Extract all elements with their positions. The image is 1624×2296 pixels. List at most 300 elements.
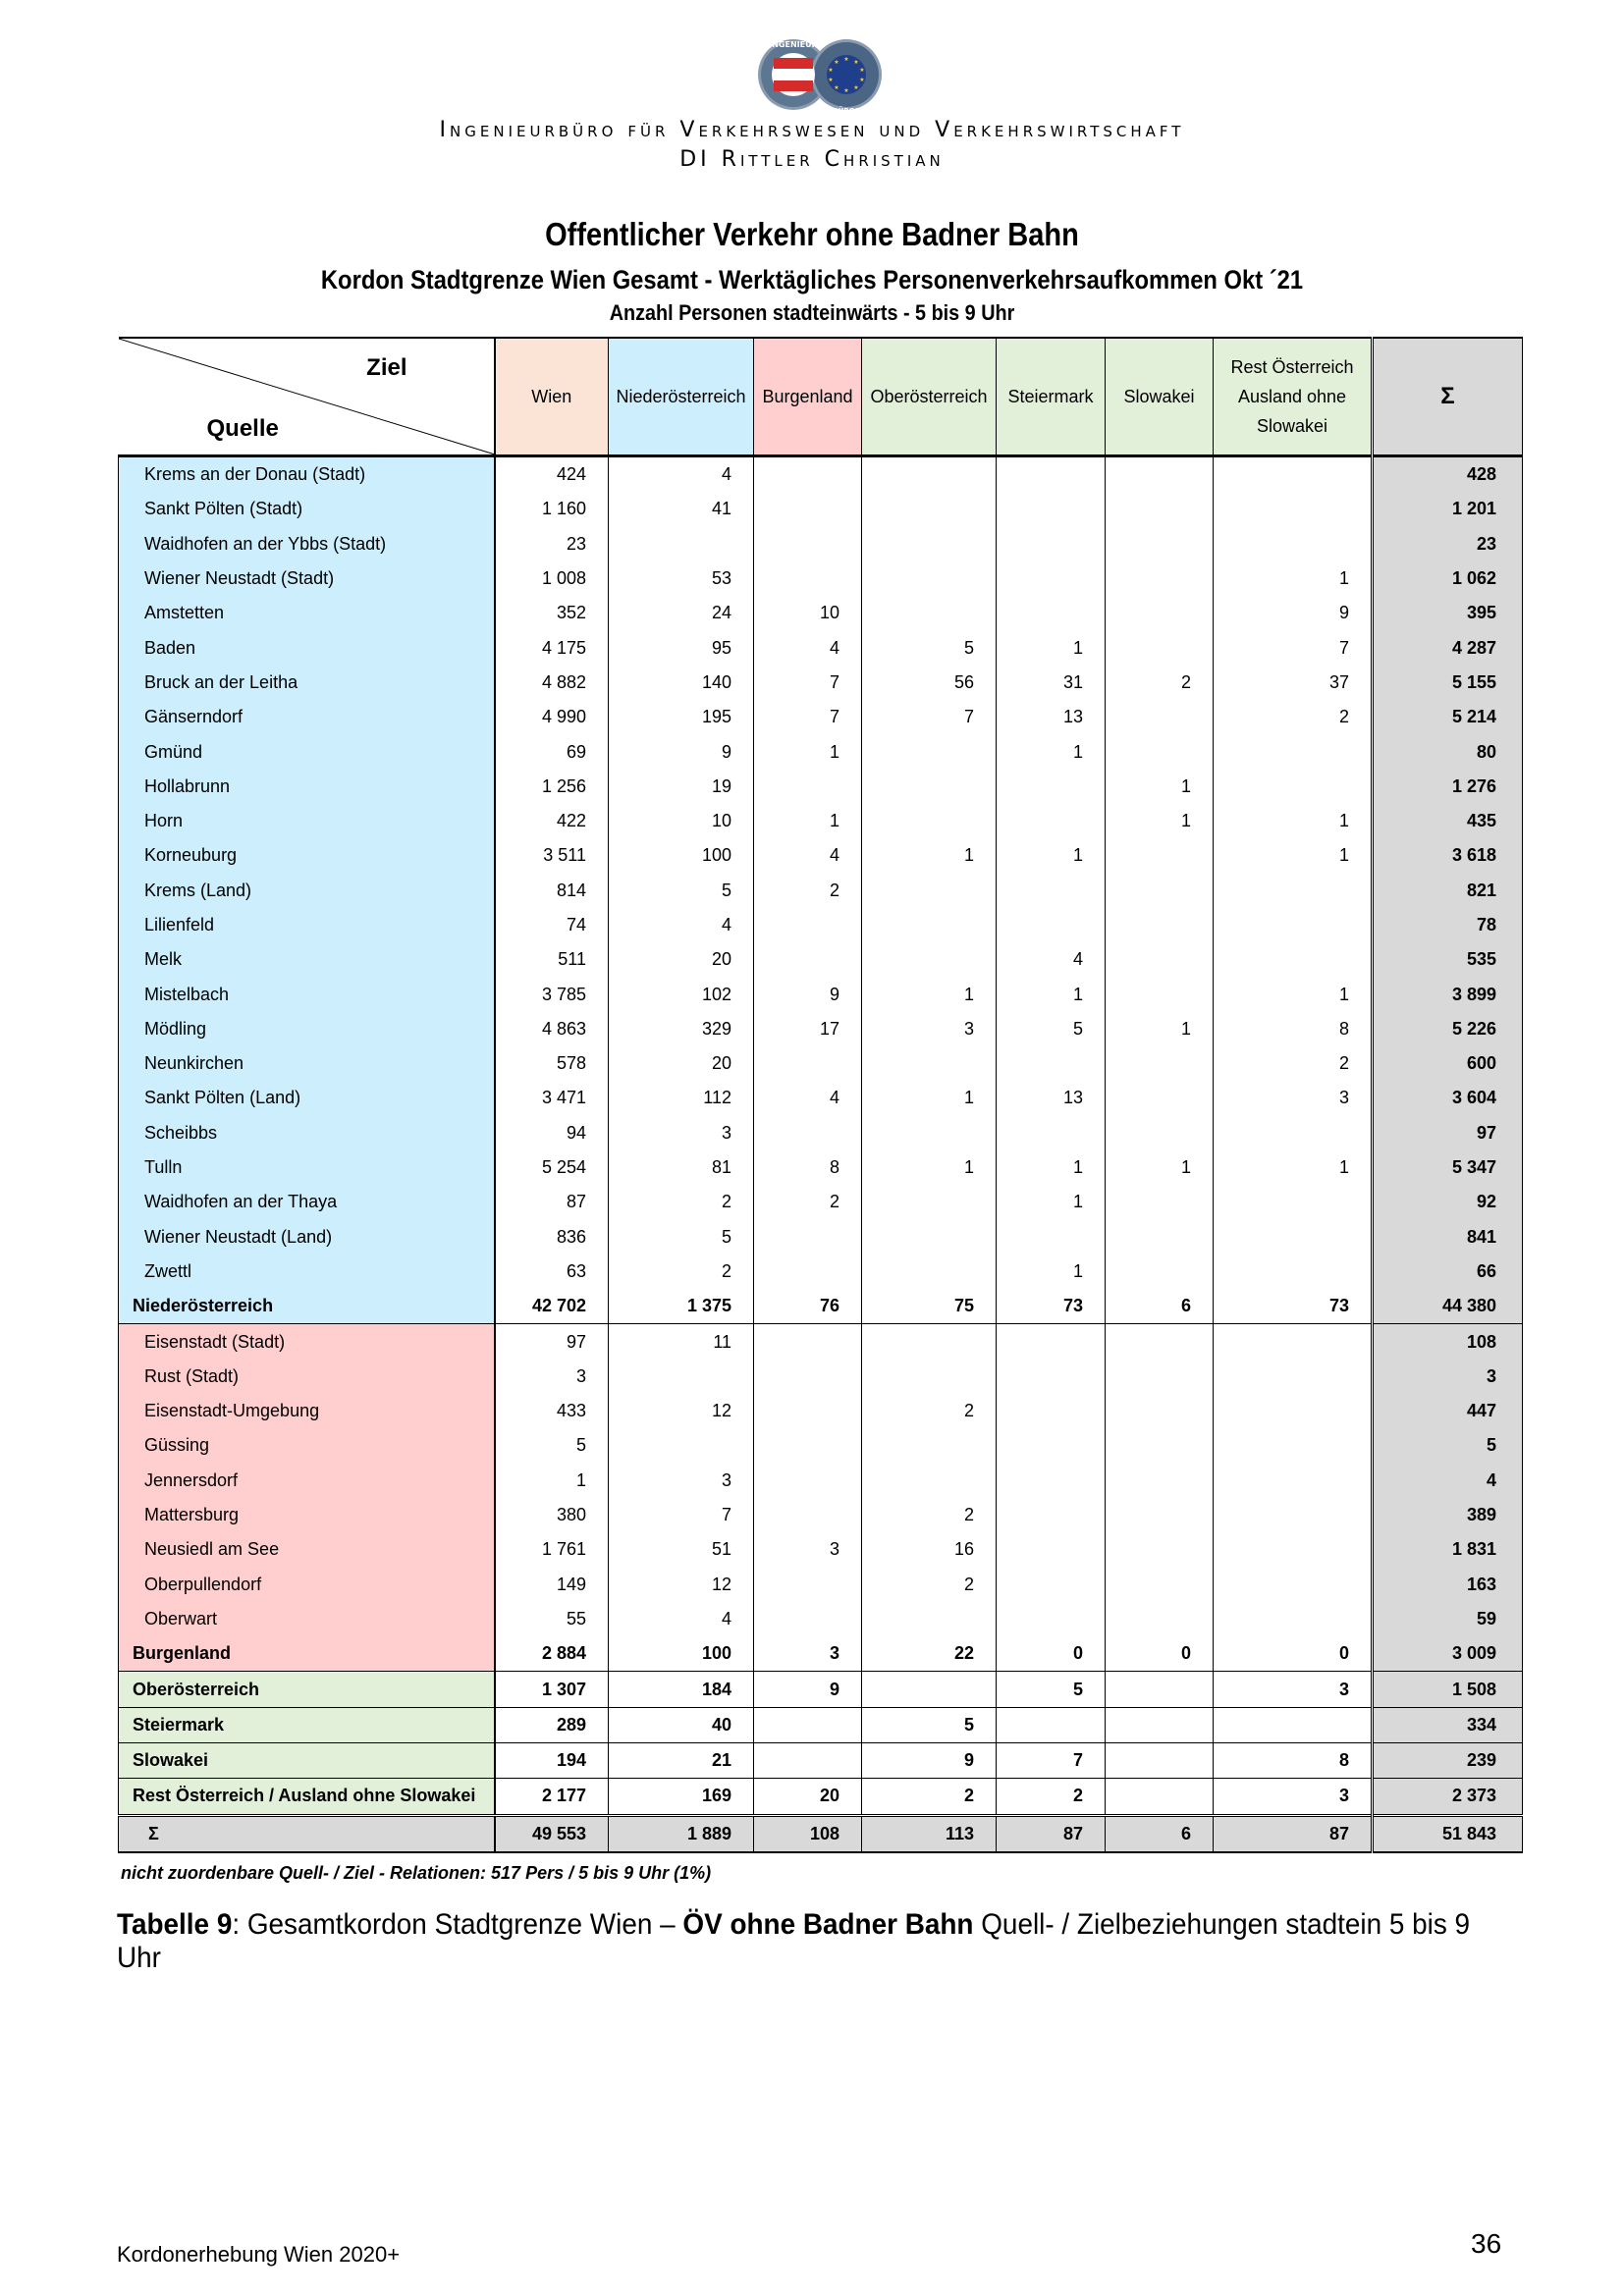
table-cell	[997, 527, 1106, 561]
row-sum-cell: 5 226	[1373, 1012, 1523, 1046]
table-cell: 9	[754, 977, 862, 1011]
table-cell	[862, 804, 997, 838]
table-cell: 81	[609, 1150, 754, 1185]
table-cell: 20	[609, 1046, 754, 1081]
table-cell	[997, 804, 1106, 838]
table-cell	[1106, 1220, 1214, 1255]
table-cell	[1106, 1742, 1214, 1778]
row-label: Zwettl	[119, 1255, 495, 1289]
table-cell	[754, 1394, 862, 1428]
row-sum-cell: 428	[1373, 456, 1523, 493]
row-label: Eisenstadt (Stadt)	[119, 1324, 495, 1360]
table-cell: 1 256	[495, 770, 609, 804]
row-label: Sankt Pölten (Stadt)	[119, 492, 495, 526]
table-cell	[754, 456, 862, 493]
column-header: Slowakei	[1106, 338, 1214, 456]
table-cell: 13	[997, 1081, 1106, 1115]
table-cell	[1106, 1568, 1214, 1602]
firm-owner: DI Rittler Christian	[679, 147, 945, 172]
table-cell: 22	[862, 1636, 997, 1672]
table-cell: 12	[609, 1394, 754, 1428]
company-logo	[746, 35, 893, 118]
table-row	[119, 1568, 1523, 1602]
table-cell: 194	[495, 1742, 609, 1778]
table-cell: 578	[495, 1046, 609, 1081]
table-cell: 3	[495, 1360, 609, 1394]
caption-label: Tabelle 9	[117, 1908, 233, 1941]
table-row	[119, 1602, 1523, 1636]
table-cell	[862, 1185, 997, 1219]
table-cell	[754, 1498, 862, 1532]
table-row	[119, 1394, 1523, 1428]
table-cell	[862, 1255, 997, 1289]
table-cell	[997, 1498, 1106, 1532]
table-row	[119, 1150, 1523, 1185]
table-cell	[997, 1428, 1106, 1463]
table-cell: 4	[754, 630, 862, 665]
table-cell: 4	[997, 942, 1106, 977]
table-cell: 51	[609, 1532, 754, 1567]
table-cell: 42 702	[495, 1289, 609, 1324]
row-sum-cell: 3	[1373, 1360, 1523, 1394]
table-cell: 2	[997, 1779, 1106, 1815]
table-cell	[1106, 1707, 1214, 1742]
table-cell: 7	[754, 666, 862, 700]
table-cell	[862, 942, 997, 977]
table-cell: 433	[495, 1394, 609, 1428]
table-cell	[1106, 1498, 1214, 1532]
table-cell: 3 511	[495, 838, 609, 873]
table-cell: 13	[997, 700, 1106, 734]
table-cell: 352	[495, 596, 609, 630]
row-label: Güssing	[119, 1428, 495, 1463]
table-cell: 100	[609, 1636, 754, 1672]
row-sum-cell: 535	[1373, 942, 1523, 977]
table-cell	[754, 770, 862, 804]
row-sum-cell: 5 347	[1373, 1150, 1523, 1185]
table-cell: 1	[495, 1464, 609, 1498]
table-cell: 1	[1214, 838, 1373, 873]
table-cell	[1214, 1255, 1373, 1289]
table-cell: 0	[997, 1636, 1106, 1672]
ziel-label: Ziel	[366, 354, 407, 381]
table-cell	[1106, 1081, 1214, 1115]
table-cell: 7	[997, 1742, 1106, 1778]
table-cell	[862, 596, 997, 630]
table-row	[119, 492, 1523, 526]
row-label: Wiener Neustadt (Land)	[119, 1220, 495, 1255]
table-cell	[754, 1360, 862, 1394]
row-sum-cell: 59	[1373, 1602, 1523, 1636]
row-label: Oberpullendorf	[119, 1568, 495, 1602]
table-cell	[862, 1324, 997, 1360]
table-cell: 2	[1106, 666, 1214, 700]
table-row	[119, 1046, 1523, 1081]
table-cell: 10	[754, 596, 862, 630]
table-cell	[862, 1220, 997, 1255]
column-header: Oberösterreich	[862, 338, 997, 456]
table-cell	[1214, 527, 1373, 561]
table-cell: 21	[609, 1742, 754, 1778]
row-sum-cell: 5 155	[1373, 666, 1523, 700]
row-label: Eisenstadt-Umgebung	[119, 1394, 495, 1428]
row-sum-cell: 1 201	[1373, 492, 1523, 526]
table-cell: 1	[1214, 977, 1373, 1011]
table-cell: 3	[1214, 1081, 1373, 1115]
table-cell: 380	[495, 1498, 609, 1532]
table-cell: 4 175	[495, 630, 609, 665]
table-cell: 2	[754, 874, 862, 908]
table-row	[119, 1464, 1523, 1498]
table-row	[119, 1636, 1523, 1672]
table-cell: 73	[1214, 1289, 1373, 1324]
table-cell: 7	[754, 700, 862, 734]
table-cell: 9	[609, 734, 754, 769]
table-cell: 20	[609, 942, 754, 977]
row-label: Horn	[119, 804, 495, 838]
table-cell	[1106, 1779, 1214, 1815]
row-label: Slowakei	[119, 1742, 495, 1778]
table-cell: 3	[754, 1636, 862, 1672]
table-cell: 53	[609, 561, 754, 596]
row-sum-cell: 435	[1373, 804, 1523, 838]
table-cell: 1	[1106, 770, 1214, 804]
table-cell: 87	[495, 1185, 609, 1219]
table-row	[119, 942, 1523, 977]
table-cell	[754, 1255, 862, 1289]
table-cell: 74	[495, 908, 609, 942]
table-cell	[1214, 1116, 1373, 1150]
table-row	[119, 804, 1523, 838]
row-label: Σ	[119, 1815, 495, 1852]
table-cell: 2	[862, 1779, 997, 1815]
row-sum-cell: 2 373	[1373, 1779, 1523, 1815]
table-cell: 6	[1106, 1289, 1214, 1324]
table-cell	[1106, 630, 1214, 665]
table-cell: 4	[609, 456, 754, 493]
row-sum-cell: 108	[1373, 1324, 1523, 1360]
table-cell: 1	[1106, 804, 1214, 838]
row-sum-cell: 51 843	[1373, 1815, 1523, 1852]
table-cell	[754, 1428, 862, 1463]
table-cell	[754, 1220, 862, 1255]
table-row	[119, 977, 1523, 1011]
table-cell: 9	[862, 1742, 997, 1778]
footer-text: Kordonerhebung Wien 2020+	[117, 2242, 401, 2267]
table-row	[119, 630, 1523, 665]
table-cell	[1106, 1464, 1214, 1498]
table-cell	[1214, 1360, 1373, 1394]
column-header: Steiermark	[997, 338, 1106, 456]
table-cell	[1214, 1394, 1373, 1428]
table-row	[119, 1081, 1523, 1115]
table-cell: 97	[495, 1324, 609, 1360]
table-cell: 0	[1214, 1636, 1373, 1672]
footnote: nicht zuordenbare Quell- / Ziel - Relationen: 517 Pers / 5 bis 9 Uhr (1%)	[121, 1863, 712, 1883]
table-cell	[1214, 1220, 1373, 1255]
table-cell	[1106, 596, 1214, 630]
row-sum-cell: 1 062	[1373, 561, 1523, 596]
table-cell	[1106, 734, 1214, 769]
table-cell	[997, 874, 1106, 908]
table-cell: 2	[1214, 1046, 1373, 1081]
caption-text: : Gesamtkordon Stadtgrenze Wien –	[232, 1908, 683, 1941]
table-cell: 1	[1214, 561, 1373, 596]
table-cell: 3 785	[495, 977, 609, 1011]
table-cell: 4	[609, 1602, 754, 1636]
row-sum-cell: 1 508	[1373, 1672, 1523, 1707]
row-label: Scheibbs	[119, 1116, 495, 1150]
table-cell: 2	[754, 1185, 862, 1219]
row-sum-cell: 5 214	[1373, 700, 1523, 734]
table-cell	[754, 1464, 862, 1498]
table-cell: 24	[609, 596, 754, 630]
table-cell	[1106, 1532, 1214, 1567]
table-cell: 1	[1106, 1012, 1214, 1046]
table-cell: 9	[754, 1672, 862, 1707]
quelle-label: Quelle	[206, 415, 279, 442]
table-cell: 108	[754, 1815, 862, 1852]
row-sum-cell: 92	[1373, 1185, 1523, 1219]
svg-text:★: ★	[834, 84, 839, 91]
table-cell: 5	[609, 874, 754, 908]
row-label: Lilienfeld	[119, 908, 495, 942]
table-cell: 2	[862, 1498, 997, 1532]
table-cell: 4	[754, 1081, 862, 1115]
table-cell	[609, 527, 754, 561]
table-row	[119, 838, 1523, 873]
table-cell: 40	[609, 1707, 754, 1742]
table-row	[119, 1707, 1523, 1742]
row-label: Mattersburg	[119, 1498, 495, 1532]
table-cell	[997, 1532, 1106, 1567]
table-cell	[862, 1360, 997, 1394]
table-caption	[117, 1908, 1519, 1975]
table-cell: 5	[862, 1707, 997, 1742]
table-cell	[862, 874, 997, 908]
table-row	[119, 874, 1523, 908]
table-cell	[609, 1428, 754, 1463]
table-row	[119, 1498, 1523, 1532]
caption-bold: ÖV ohne Badner Bahn	[682, 1908, 974, 1941]
table-cell: 37	[1214, 666, 1373, 700]
table-cell: 87	[997, 1815, 1106, 1852]
table-cell: 1 160	[495, 492, 609, 526]
table-cell: 1	[862, 1081, 997, 1115]
table-cell	[1106, 977, 1214, 1011]
table-cell	[1214, 908, 1373, 942]
table-cell: 12	[609, 1568, 754, 1602]
row-sum-cell: 163	[1373, 1568, 1523, 1602]
corner-cell	[119, 338, 495, 456]
row-sum-cell: 97	[1373, 1116, 1523, 1150]
od-matrix-table	[118, 337, 1523, 1853]
table-cell	[1106, 527, 1214, 561]
table-cell: 169	[609, 1779, 754, 1815]
table-cell	[862, 1046, 997, 1081]
table-cell	[1214, 1568, 1373, 1602]
table-row	[119, 1742, 1523, 1778]
table-cell: 113	[862, 1815, 997, 1852]
row-sum-cell: 600	[1373, 1046, 1523, 1081]
table-cell: 140	[609, 666, 754, 700]
svg-text:★: ★	[834, 59, 839, 66]
table-cell	[754, 1046, 862, 1081]
table-cell: 1 375	[609, 1289, 754, 1324]
table-cell: 1 008	[495, 561, 609, 596]
table-cell	[1106, 561, 1214, 596]
table-cell	[862, 1428, 997, 1463]
table-cell	[754, 492, 862, 526]
table-cell: 100	[609, 838, 754, 873]
table-cell	[1214, 942, 1373, 977]
table-cell	[997, 1116, 1106, 1150]
table-cell: 289	[495, 1707, 609, 1742]
svg-text:★: ★	[853, 59, 859, 66]
table-row	[119, 666, 1523, 700]
table-cell	[754, 1568, 862, 1602]
column-header-sum: Σ	[1373, 338, 1523, 456]
row-sum-cell: 239	[1373, 1742, 1523, 1778]
table-cell: 19	[609, 770, 754, 804]
table-cell: 3 471	[495, 1081, 609, 1115]
table-cell: 6	[1106, 1815, 1214, 1852]
table-cell: 23	[495, 527, 609, 561]
row-label: Sankt Pölten (Land)	[119, 1081, 495, 1115]
table-cell: 112	[609, 1081, 754, 1115]
table-row	[119, 734, 1523, 769]
row-label: Rust (Stadt)	[119, 1360, 495, 1394]
table-cell	[997, 1046, 1106, 1081]
table-cell: 95	[609, 630, 754, 665]
table-row	[119, 1012, 1523, 1046]
table-row	[119, 1815, 1523, 1852]
table-cell	[754, 1116, 862, 1150]
table-cell: 814	[495, 874, 609, 908]
table-row	[119, 700, 1523, 734]
table-cell: 2	[1214, 700, 1373, 734]
table-cell: 3	[1214, 1779, 1373, 1815]
table-cell: 1	[997, 1255, 1106, 1289]
row-sum-cell: 1 831	[1373, 1532, 1523, 1567]
table-cell	[1214, 1464, 1373, 1498]
row-sum-cell: 44 380	[1373, 1289, 1523, 1324]
table-cell	[862, 1116, 997, 1150]
row-sum-cell: 447	[1373, 1394, 1523, 1428]
table-cell: 7	[862, 700, 997, 734]
table-cell	[1106, 1428, 1214, 1463]
table-cell: 2	[609, 1255, 754, 1289]
table-cell	[1214, 1324, 1373, 1360]
svg-text:★: ★	[853, 84, 859, 91]
table-cell	[862, 908, 997, 942]
table-cell	[1214, 456, 1373, 493]
table-cell	[862, 456, 997, 493]
row-sum-cell: 4	[1373, 1464, 1523, 1498]
firm-name: Ingenieurbüro für Verkehrswesen und Verkehrswirtschaft	[439, 118, 1185, 142]
table-cell: 17	[754, 1012, 862, 1046]
table-cell: 1 761	[495, 1532, 609, 1567]
column-header: Rest Österreich Ausland ohne Slowakei	[1214, 338, 1373, 456]
row-label: Bruck an der Leitha	[119, 666, 495, 700]
table-cell	[1214, 874, 1373, 908]
row-label: Wiener Neustadt (Stadt)	[119, 561, 495, 596]
table-cell	[1106, 838, 1214, 873]
table-cell	[862, 1672, 997, 1707]
table-cell: 8	[754, 1150, 862, 1185]
row-label: Korneuburg	[119, 838, 495, 873]
row-label: Waidhofen an der Ybbs (Stadt)	[119, 527, 495, 561]
table-cell: 2	[862, 1568, 997, 1602]
table-cell: 3	[609, 1464, 754, 1498]
table-cell: 5	[609, 1220, 754, 1255]
table-cell: 102	[609, 977, 754, 1011]
table-cell: 1	[997, 977, 1106, 1011]
page-number: 36	[1471, 2228, 1502, 2259]
table-row	[119, 1220, 1523, 1255]
table-row	[119, 770, 1523, 804]
table-row	[119, 1289, 1523, 1324]
table-cell	[609, 1360, 754, 1394]
table-cell	[997, 770, 1106, 804]
table-cell: 31	[997, 666, 1106, 700]
table-row	[119, 1116, 1523, 1150]
table-cell: 195	[609, 700, 754, 734]
table-cell: 94	[495, 1116, 609, 1150]
table-cell: 69	[495, 734, 609, 769]
table-cell	[1106, 1602, 1214, 1636]
table-cell: 329	[609, 1012, 754, 1046]
svg-text:★: ★	[828, 77, 834, 83]
table-cell: 55	[495, 1602, 609, 1636]
table-cell	[1106, 1672, 1214, 1707]
table-cell	[1106, 456, 1214, 493]
table-cell	[1106, 908, 1214, 942]
row-sum-cell: 395	[1373, 596, 1523, 630]
table-cell	[997, 1394, 1106, 1428]
caption-text-end: Quell- / Zielbeziehungen stadtein 5 bis 9 Uhr	[117, 1908, 1471, 1974]
table-cell	[997, 1568, 1106, 1602]
table-cell: 424	[495, 456, 609, 493]
column-header: Burgenland	[754, 338, 862, 456]
table-cell	[997, 1464, 1106, 1498]
table-row	[119, 1324, 1523, 1360]
table-cell: 41	[609, 492, 754, 526]
row-label: Jennersdorf	[119, 1464, 495, 1498]
table-row	[119, 1532, 1523, 1567]
row-label: Oberwart	[119, 1602, 495, 1636]
table-cell	[1106, 942, 1214, 977]
table-cell: 1	[997, 838, 1106, 873]
page-subtitle: Kordon Stadtgrenze Wien Gesamt - Werktägliches Personenverkehrsaufkommen Okt ´21	[320, 265, 1304, 294]
table-cell	[997, 1324, 1106, 1360]
table-cell	[1106, 1185, 1214, 1219]
table-cell: 76	[754, 1289, 862, 1324]
table-cell: 3	[609, 1116, 754, 1150]
row-sum-cell: 80	[1373, 734, 1523, 769]
table-cell: 1	[997, 1150, 1106, 1185]
table-cell: 1	[862, 1150, 997, 1185]
table-cell: 4 882	[495, 666, 609, 700]
table-cell: 11	[609, 1324, 754, 1360]
column-header: Niederösterreich	[609, 338, 754, 456]
table-cell: 511	[495, 942, 609, 977]
table-cell	[754, 1602, 862, 1636]
row-label: Tulln	[119, 1150, 495, 1185]
table-cell	[1214, 1498, 1373, 1532]
row-sum-cell: 1 276	[1373, 770, 1523, 804]
table-cell: 73	[997, 1289, 1106, 1324]
